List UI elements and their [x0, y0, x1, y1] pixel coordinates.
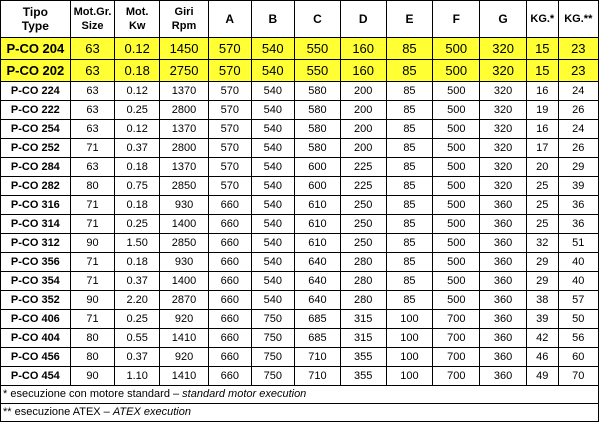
table-cell: 640: [295, 291, 341, 310]
table-cell: 540: [251, 234, 295, 253]
table-cell: 57: [558, 291, 598, 310]
table-row: [1, 348, 599, 367]
table-cell: 24: [558, 120, 598, 139]
table-cell: 710: [295, 367, 341, 386]
table-cell: 750: [251, 310, 295, 329]
table-cell: 71: [70, 215, 115, 234]
table-cell: 38: [527, 291, 559, 310]
table-cell: 40: [558, 272, 598, 291]
table-cell: 42: [527, 329, 559, 348]
table-cell: 640: [295, 272, 341, 291]
table-row: [1, 120, 599, 139]
table-cell: 660: [209, 291, 251, 310]
table-cell: 920: [160, 310, 209, 329]
table-cell: 685: [295, 329, 341, 348]
table-cell: 71: [70, 196, 115, 215]
table-row: [1, 367, 599, 386]
col-header-b: B: [251, 1, 295, 38]
table-cell: 580: [295, 120, 341, 139]
table-cell: 570: [209, 101, 251, 120]
table-cell: 540: [251, 253, 295, 272]
table-cell: 85: [386, 253, 433, 272]
row-type-cell: P-CO 356: [1, 253, 71, 272]
table-cell: 16: [527, 82, 559, 101]
table-cell: 500: [433, 120, 480, 139]
table-cell: 100: [386, 310, 433, 329]
table-cell: 750: [251, 329, 295, 348]
table-cell: 29: [527, 272, 559, 291]
table-cell: 1450: [160, 38, 209, 60]
table-cell: 500: [433, 196, 480, 215]
col-header-kg-standard: KG.*: [527, 1, 559, 38]
table-cell: 85: [386, 177, 433, 196]
col-header-rpm: Giri Rpm: [160, 1, 209, 38]
table-cell: 36: [558, 215, 598, 234]
table-cell: 500: [433, 38, 480, 60]
table-cell: 200: [340, 120, 386, 139]
table-cell: 80: [70, 177, 115, 196]
table-cell: 23: [558, 60, 598, 82]
table-cell: 320: [480, 82, 527, 101]
table-row: [1, 82, 599, 101]
table-cell: 280: [340, 272, 386, 291]
row-type-cell: P-CO 454: [1, 367, 71, 386]
table-cell: 570: [209, 38, 251, 60]
table-cell: 570: [209, 60, 251, 82]
table-cell: 660: [209, 196, 251, 215]
table-cell: 85: [386, 215, 433, 234]
table-cell: 1.10: [115, 367, 160, 386]
table-cell: 0.37: [115, 348, 160, 367]
table-cell: 63: [70, 60, 115, 82]
table-cell: 360: [480, 215, 527, 234]
table-cell: 0.18: [115, 158, 160, 177]
table-cell: 15: [527, 38, 559, 60]
row-type-cell: P-CO 406: [1, 310, 71, 329]
table-cell: 19: [527, 101, 559, 120]
table-cell: 540: [251, 101, 295, 120]
col-header-e: E: [386, 1, 433, 38]
table-cell: 49: [527, 367, 559, 386]
table-cell: 660: [209, 253, 251, 272]
footnote-standard: * esecuzione con motore standard – standard motor execution: [3, 388, 307, 400]
table-cell: 85: [386, 272, 433, 291]
table-cell: 610: [295, 196, 341, 215]
table-cell: 71: [70, 139, 115, 158]
table-cell: 320: [480, 158, 527, 177]
table-cell: 63: [70, 120, 115, 139]
table-cell: 360: [480, 310, 527, 329]
table-cell: 685: [295, 310, 341, 329]
table-cell: 540: [251, 139, 295, 158]
table-cell: 315: [340, 329, 386, 348]
table-row: [1, 101, 599, 120]
table-cell: 200: [340, 139, 386, 158]
table-cell: 2870: [160, 291, 209, 310]
row-type-cell: P-CO 314: [1, 215, 71, 234]
table-row: [1, 291, 599, 310]
header-row: [1, 1, 599, 38]
table-cell: 750: [251, 367, 295, 386]
table-cell: 63: [70, 158, 115, 177]
col-header-type: Tipo Type: [1, 1, 71, 38]
table-cell: 70: [558, 367, 598, 386]
table-cell: 2750: [160, 60, 209, 82]
table-cell: 660: [209, 310, 251, 329]
row-type-cell: P-CO 252: [1, 139, 71, 158]
table-cell: 710: [295, 348, 341, 367]
table-cell: 660: [209, 215, 251, 234]
table-cell: 660: [209, 272, 251, 291]
table-cell: 570: [209, 82, 251, 101]
table-cell: 0.25: [115, 215, 160, 234]
col-header-a: A: [209, 1, 251, 38]
table-cell: 25: [527, 215, 559, 234]
table-cell: 355: [340, 348, 386, 367]
table-row: [1, 310, 599, 329]
table-cell: 90: [70, 367, 115, 386]
table-cell: 580: [295, 101, 341, 120]
table-cell: 225: [340, 158, 386, 177]
row-type-cell: P-CO 404: [1, 329, 71, 348]
table-cell: 360: [480, 196, 527, 215]
table-row: [1, 60, 599, 82]
table-row: [1, 38, 599, 60]
table-cell: 90: [70, 291, 115, 310]
footnotes: [0, 386, 599, 422]
table-cell: 930: [160, 196, 209, 215]
table-cell: 320: [480, 101, 527, 120]
table-cell: 320: [480, 38, 527, 60]
table-cell: 570: [209, 139, 251, 158]
table-row: [1, 329, 599, 348]
table-cell: 540: [251, 196, 295, 215]
row-type-cell: P-CO 222: [1, 101, 71, 120]
table-cell: 200: [340, 101, 386, 120]
table-cell: 600: [295, 158, 341, 177]
table-cell: 0.12: [115, 82, 160, 101]
table-cell: 85: [386, 158, 433, 177]
table-cell: 500: [433, 253, 480, 272]
table-body: [1, 38, 599, 386]
table-row: [1, 177, 599, 196]
table-cell: 320: [480, 139, 527, 158]
table-cell: 50: [558, 310, 598, 329]
table-cell: 2850: [160, 177, 209, 196]
table-cell: 85: [386, 60, 433, 82]
table-cell: 85: [386, 196, 433, 215]
table-cell: 930: [160, 253, 209, 272]
table-cell: 500: [433, 272, 480, 291]
table-row: [1, 215, 599, 234]
table-cell: 550: [295, 38, 341, 60]
table-cell: 540: [251, 215, 295, 234]
table-cell: 660: [209, 348, 251, 367]
table-cell: 39: [527, 310, 559, 329]
table-cell: 26: [558, 139, 598, 158]
table-cell: 360: [480, 348, 527, 367]
table-cell: 0.12: [115, 120, 160, 139]
table-cell: 500: [433, 82, 480, 101]
table-cell: 100: [386, 367, 433, 386]
table-row: [1, 272, 599, 291]
table-cell: 63: [70, 101, 115, 120]
table-cell: 570: [209, 158, 251, 177]
col-header-g: G: [480, 1, 527, 38]
col-header-f: F: [433, 1, 480, 38]
table-row: [1, 234, 599, 253]
table-cell: 500: [433, 291, 480, 310]
table-cell: 85: [386, 101, 433, 120]
footnote-atex: ** esecuzione ATEX – ATEX execution: [1, 403, 598, 421]
table-cell: 23: [558, 38, 598, 60]
table-cell: 500: [433, 234, 480, 253]
col-header-c: C: [295, 1, 341, 38]
table-cell: 63: [70, 38, 115, 60]
table-cell: 1.50: [115, 234, 160, 253]
table-cell: 500: [433, 60, 480, 82]
table-cell: 20: [527, 158, 559, 177]
table-cell: 660: [209, 234, 251, 253]
table-cell: 610: [295, 234, 341, 253]
table-cell: 85: [386, 120, 433, 139]
table-cell: 46: [527, 348, 559, 367]
col-header-kg-atex: KG.**: [558, 1, 598, 38]
table-cell: 550: [295, 60, 341, 82]
table-cell: 500: [433, 177, 480, 196]
table-cell: 360: [480, 367, 527, 386]
table-cell: 80: [70, 348, 115, 367]
table-cell: 540: [251, 177, 295, 196]
table-cell: 640: [295, 253, 341, 272]
table-cell: 63: [70, 82, 115, 101]
table-cell: 320: [480, 60, 527, 82]
table-cell: 29: [558, 158, 598, 177]
table-cell: 24: [558, 82, 598, 101]
table-cell: 1410: [160, 329, 209, 348]
table-cell: 0.18: [115, 60, 160, 82]
table-cell: 1370: [160, 158, 209, 177]
table-cell: 2800: [160, 101, 209, 120]
table-cell: 100: [386, 329, 433, 348]
table-cell: 700: [433, 310, 480, 329]
table-cell: 660: [209, 329, 251, 348]
table-cell: 1410: [160, 367, 209, 386]
table-cell: 315: [340, 310, 386, 329]
row-type-cell: P-CO 352: [1, 291, 71, 310]
table-cell: 500: [433, 215, 480, 234]
table-cell: 250: [340, 215, 386, 234]
table-row: [1, 253, 599, 272]
table-cell: 0.12: [115, 38, 160, 60]
table-cell: 160: [340, 38, 386, 60]
table-cell: 2.20: [115, 291, 160, 310]
table-cell: 25: [527, 196, 559, 215]
table-cell: 0.18: [115, 196, 160, 215]
table-cell: 200: [340, 82, 386, 101]
table-cell: 500: [433, 101, 480, 120]
table-cell: 56: [558, 329, 598, 348]
table-cell: 355: [340, 367, 386, 386]
table-cell: 360: [480, 291, 527, 310]
table-cell: 540: [251, 38, 295, 60]
table-cell: 1370: [160, 120, 209, 139]
row-type-cell: P-CO 316: [1, 196, 71, 215]
table-cell: 25: [527, 177, 559, 196]
col-header-d: D: [340, 1, 386, 38]
table-cell: 17: [527, 139, 559, 158]
col-header-motor-size: Mot.Gr. Size: [70, 1, 115, 38]
row-type-cell: P-CO 204: [1, 38, 71, 60]
table-cell: 1400: [160, 215, 209, 234]
table-cell: 71: [70, 253, 115, 272]
row-type-cell: P-CO 224: [1, 82, 71, 101]
table-cell: 85: [386, 291, 433, 310]
table-cell: 320: [480, 120, 527, 139]
table-cell: 225: [340, 177, 386, 196]
table-cell: 570: [209, 120, 251, 139]
table-cell: 750: [251, 348, 295, 367]
table-cell: 26: [558, 101, 598, 120]
table-cell: 71: [70, 272, 115, 291]
table-cell: 39: [558, 177, 598, 196]
table-cell: 0.37: [115, 139, 160, 158]
table-cell: 540: [251, 60, 295, 82]
table-cell: 0.25: [115, 101, 160, 120]
table-cell: 85: [386, 234, 433, 253]
table-cell: 0.18: [115, 253, 160, 272]
table-cell: 660: [209, 367, 251, 386]
table-cell: 0.75: [115, 177, 160, 196]
table-cell: 40: [558, 253, 598, 272]
table-cell: 700: [433, 348, 480, 367]
table-cell: 1370: [160, 82, 209, 101]
table-cell: 360: [480, 234, 527, 253]
table-row: [1, 158, 599, 177]
row-type-cell: P-CO 282: [1, 177, 71, 196]
row-type-cell: P-CO 312: [1, 234, 71, 253]
row-type-cell: P-CO 456: [1, 348, 71, 367]
table-cell: 160: [340, 60, 386, 82]
table-cell: 580: [295, 82, 341, 101]
table-cell: 280: [340, 253, 386, 272]
table-cell: 920: [160, 348, 209, 367]
row-type-cell: P-CO 254: [1, 120, 71, 139]
table-row: [1, 196, 599, 215]
table-cell: 600: [295, 177, 341, 196]
table-cell: 90: [70, 234, 115, 253]
row-type-cell: P-CO 202: [1, 60, 71, 82]
table-cell: 540: [251, 120, 295, 139]
table-cell: 29: [527, 253, 559, 272]
table-cell: 580: [295, 139, 341, 158]
table-cell: 500: [433, 139, 480, 158]
table-cell: 0.37: [115, 272, 160, 291]
col-header-motor-kw: Mot. Kw: [115, 1, 160, 38]
table-cell: 85: [386, 139, 433, 158]
table-cell: 85: [386, 82, 433, 101]
table-cell: 540: [251, 158, 295, 177]
table-cell: 540: [251, 82, 295, 101]
table-cell: 500: [433, 158, 480, 177]
row-type-cell: P-CO 284: [1, 158, 71, 177]
table-cell: 360: [480, 329, 527, 348]
table-cell: 80: [70, 329, 115, 348]
table-cell: 360: [480, 272, 527, 291]
table-cell: 540: [251, 272, 295, 291]
table-cell: 320: [480, 177, 527, 196]
row-type-cell: P-CO 354: [1, 272, 71, 291]
table-cell: 60: [558, 348, 598, 367]
table-cell: 360: [480, 253, 527, 272]
table-cell: 2800: [160, 139, 209, 158]
table-cell: 280: [340, 291, 386, 310]
table-cell: 0.55: [115, 329, 160, 348]
table-cell: 0.25: [115, 310, 160, 329]
table-cell: 700: [433, 367, 480, 386]
table-cell: 85: [386, 38, 433, 60]
table-cell: 610: [295, 215, 341, 234]
table-cell: 250: [340, 234, 386, 253]
table-cell: 15: [527, 60, 559, 82]
table-cell: 1400: [160, 272, 209, 291]
table-row: [1, 139, 599, 158]
table-cell: 250: [340, 196, 386, 215]
table-cell: 2850: [160, 234, 209, 253]
table-cell: 700: [433, 329, 480, 348]
table-cell: 36: [558, 196, 598, 215]
table-cell: 32: [527, 234, 559, 253]
table-cell: 540: [251, 291, 295, 310]
table-cell: 51: [558, 234, 598, 253]
table-cell: 71: [70, 310, 115, 329]
table-cell: 100: [386, 348, 433, 367]
table-cell: 16: [527, 120, 559, 139]
table-cell: 570: [209, 177, 251, 196]
